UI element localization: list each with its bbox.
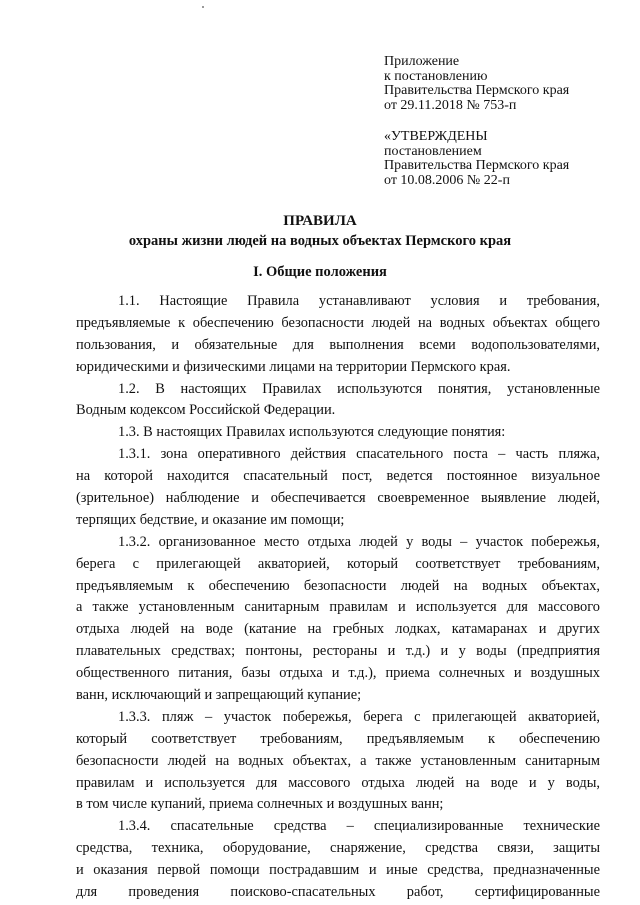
approval-line: «УТВЕРЖДЕНЫ xyxy=(384,129,488,144)
approval-line: Правительства Пермского края xyxy=(384,158,570,173)
body-line: отдыха людей на воде (катание на гребных лодках, катамаранах и других xyxy=(76,621,600,638)
body-line: 1.3.2. организованное место отдыха людей у воды – участок побережья, xyxy=(118,533,600,550)
approval-line: от 10.08.2006 № 22-п xyxy=(384,172,510,188)
body-line: берега с прилегающей акваторией, который соответствует требованиям, xyxy=(76,555,600,572)
body-line: 1.2. В настоящих Правилах используются понятия, установленные xyxy=(118,380,600,397)
body-line: юридическими и физическими лицами на территории Пермского края. xyxy=(76,358,511,375)
approval-line: постановлением xyxy=(384,143,482,159)
body-line: плавательных средствах; понтоны, рестораны и т.д.) и у воды (предприятия xyxy=(76,643,600,660)
body-line: общественного питания, базы отдыха и т.д.), приема солнечных и воздушных xyxy=(76,665,600,682)
body-line: 1.3. В настоящих Правилах используются следующие понятия: xyxy=(118,424,506,441)
body-line: правилам и используется для массового отдыха людей на воде и у воды, xyxy=(76,774,600,791)
body-text xyxy=(76,291,600,904)
body-line: Водным кодексом Российской Федерации. xyxy=(76,402,336,419)
body-line: предъявляемым к обеспечению безопасности людей на водных объектах, xyxy=(76,577,600,594)
approval-stamp xyxy=(384,130,634,188)
body-line: который соответствует требованиям, предъявляемым к обеспечению xyxy=(76,730,600,747)
appendix-line: Приложение xyxy=(384,54,460,69)
appendix-line: к постановлению xyxy=(384,68,488,84)
appendix-note xyxy=(384,55,634,113)
document-title: ПРАВИЛА xyxy=(283,213,357,229)
body-line: а также установленным санитарным правилам и используется для массового xyxy=(76,599,600,616)
body-line: и оказания первой помощи пострадавшим и иные средства, предназначенные xyxy=(76,862,600,879)
body-line: пользования, и обязательные для выполнения всеми водопользователями, xyxy=(76,336,600,353)
section-heading: I. Общие положения xyxy=(253,264,387,280)
body-line: средства, техника, оборудование, снаряжение, средства связи, защиты xyxy=(76,840,600,857)
body-line: ванн, исключающий и запрещающий купание; xyxy=(76,687,362,704)
body-line: (зрительное) наблюдение и обеспечивается своевременное выявление людей, xyxy=(76,490,600,507)
body-line: предъявляемые к обеспечению безопасности людей на водных объектах общего xyxy=(76,314,600,331)
body-line: безопасности людей на водных объектах, а также установленным санитарным xyxy=(76,752,600,769)
appendix-line: от 29.11.2018 № 753-п xyxy=(384,97,517,113)
body-line: на которой находится спасательный пост, ведется постоянное визуальное xyxy=(76,468,600,485)
document-subtitle: охраны жизни людей на водных объектах Пермского края xyxy=(128,233,512,249)
body-line: 1.3.1. зона оперативного действия спасательного поста – часть пляжа, xyxy=(118,446,600,463)
appendix-line: Правительства Пермского края xyxy=(384,83,570,98)
scan-speck xyxy=(202,6,204,8)
body-line: 1.3.3. пляж – участок побережья, берега с прилегающей акваторией, xyxy=(118,708,600,725)
body-line: 1.3.4. спасательные средства – специализированные технические xyxy=(118,818,600,835)
body-line: терпящих бедствие, и оказание им помощи; xyxy=(76,511,345,528)
body-line: 1.1. Настоящие Правила устанавливают условия и требования, xyxy=(118,293,600,309)
body-line: в том числе купаний, приема солнечных и воздушных ванн; xyxy=(76,796,444,813)
body-line: для проведения поисково-спасательных работ, сертифицированные xyxy=(76,884,600,901)
